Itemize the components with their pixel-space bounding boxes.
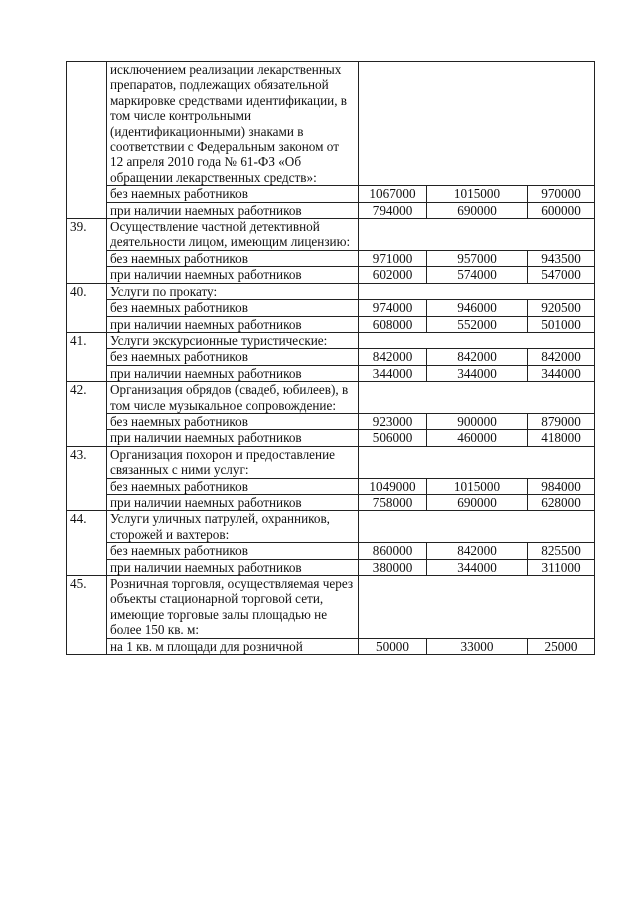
tariff-label: без наемных работников <box>107 250 359 266</box>
tariff-row <box>67 300 595 316</box>
tariff-row <box>67 638 595 654</box>
activity-description: Услуги уличных патрулей, охранников, сторожей и вахтеров: <box>107 511 359 543</box>
tariff-row <box>67 202 595 218</box>
tariff-row <box>67 543 595 559</box>
tariff-label: на 1 кв. м площади для розничной <box>107 638 359 654</box>
tariff-value-1: 860000 <box>359 543 427 559</box>
row-number <box>67 62 107 219</box>
tariff-value-1: 344000 <box>359 365 427 381</box>
activity-description: исключением реализации лекарственных препаратов, подлежащих обязательной маркировке средствами идентификации, в том числе контрольными (идентификационными) знаками в соответствии с Федеральным законом от 12 апреля 2010 года № 61-ФЗ «Об обращении лекарственных средств»: <box>107 62 359 186</box>
tariff-value-3: 920500 <box>528 300 595 316</box>
empty-value-cell <box>359 446 595 478</box>
tariff-value-1: 923000 <box>359 413 427 429</box>
tariff-value-3: 879000 <box>528 413 595 429</box>
tariff-label: без наемных работников <box>107 349 359 365</box>
tariff-label: при наличии наемных работников <box>107 267 359 283</box>
activity-description: Осуществление частной детективной деятельности лицом, имеющим лицензию: <box>107 219 359 251</box>
tariff-row <box>67 349 595 365</box>
row-number: 41. <box>67 332 107 381</box>
activity-header-row <box>67 511 595 543</box>
activity-header-row <box>67 219 595 251</box>
tariff-label: без наемных работников <box>107 186 359 202</box>
tariff-row <box>67 559 595 575</box>
tariff-value-3: 501000 <box>528 316 595 332</box>
activity-description: Организация похорон и предоставление связанных с ними услуг: <box>107 446 359 478</box>
row-number: 44. <box>67 511 107 576</box>
tariff-row <box>67 267 595 283</box>
activity-description: Розничная торговля, осуществляемая через объекты стационарной торговой сети, имеющие торговые залы площадью не более 150 кв. м: <box>107 576 359 639</box>
activity-header-row <box>67 283 595 299</box>
tariff-value-2: 574000 <box>427 267 528 283</box>
tariff-value-2: 1015000 <box>427 478 528 494</box>
tariff-label: при наличии наемных работников <box>107 559 359 575</box>
tariff-value-3: 825500 <box>528 543 595 559</box>
tariff-value-1: 602000 <box>359 267 427 283</box>
tariff-value-2: 690000 <box>427 494 528 510</box>
activity-header-row <box>67 62 595 186</box>
tariff-row <box>67 478 595 494</box>
tariff-row <box>67 250 595 266</box>
tariff-value-1: 608000 <box>359 316 427 332</box>
activity-header-row <box>67 382 595 414</box>
tariff-row <box>67 494 595 510</box>
tariff-label: при наличии наемных работников <box>107 365 359 381</box>
tariff-value-3: 311000 <box>528 559 595 575</box>
tariff-value-2: 690000 <box>427 202 528 218</box>
empty-value-cell <box>359 332 595 348</box>
empty-value-cell <box>359 576 595 639</box>
tariff-value-1: 794000 <box>359 202 427 218</box>
tariff-label: при наличии наемных работников <box>107 316 359 332</box>
tariff-value-3: 984000 <box>528 478 595 494</box>
activity-description: Организация обрядов (свадеб, юбилеев), в том числе музыкальное сопровождение: <box>107 382 359 414</box>
empty-value-cell <box>359 62 595 186</box>
tariff-value-3: 25000 <box>528 638 595 654</box>
tariff-value-1: 380000 <box>359 559 427 575</box>
tariff-label: без наемных работников <box>107 300 359 316</box>
empty-value-cell <box>359 382 595 414</box>
tariff-value-1: 50000 <box>359 638 427 654</box>
activity-description: Услуги по прокату: <box>107 283 359 299</box>
tariff-label: при наличии наемных работников <box>107 494 359 510</box>
tariff-value-3: 547000 <box>528 267 595 283</box>
row-number: 43. <box>67 446 107 511</box>
row-number: 40. <box>67 283 107 332</box>
table-body <box>67 62 595 655</box>
activity-header-row <box>67 446 595 478</box>
tariff-row <box>67 430 595 446</box>
tariff-value-3: 418000 <box>528 430 595 446</box>
activity-header-row <box>67 332 595 348</box>
tariff-label: при наличии наемных работников <box>107 202 359 218</box>
activity-description: Услуги экскурсионные туристические: <box>107 332 359 348</box>
row-number: 39. <box>67 219 107 284</box>
tariff-value-3: 943500 <box>528 250 595 266</box>
tariff-label: при наличии наемных работников <box>107 430 359 446</box>
activity-header-row <box>67 576 595 639</box>
tariff-label: без наемных работников <box>107 543 359 559</box>
tariff-value-1: 1067000 <box>359 186 427 202</box>
tariff-value-3: 344000 <box>528 365 595 381</box>
tariff-value-1: 842000 <box>359 349 427 365</box>
tariff-value-1: 506000 <box>359 430 427 446</box>
tariff-value-1: 758000 <box>359 494 427 510</box>
tariff-label: без наемных работников <box>107 413 359 429</box>
tariff-value-1: 1049000 <box>359 478 427 494</box>
tariff-value-2: 552000 <box>427 316 528 332</box>
tariff-row <box>67 365 595 381</box>
tariff-row <box>67 413 595 429</box>
tariff-row <box>67 186 595 202</box>
tariff-value-3: 628000 <box>528 494 595 510</box>
tariff-label: без наемных работников <box>107 478 359 494</box>
tariff-table <box>66 61 595 655</box>
tariff-value-3: 970000 <box>528 186 595 202</box>
tariff-value-3: 600000 <box>528 202 595 218</box>
tariff-value-2: 344000 <box>427 365 528 381</box>
row-number: 45. <box>67 576 107 655</box>
tariff-value-2: 946000 <box>427 300 528 316</box>
tariff-value-2: 957000 <box>427 250 528 266</box>
tariff-value-2: 1015000 <box>427 186 528 202</box>
empty-value-cell <box>359 283 595 299</box>
tariff-value-2: 344000 <box>427 559 528 575</box>
tariff-row <box>67 316 595 332</box>
tariff-value-2: 842000 <box>427 349 528 365</box>
tariff-value-2: 842000 <box>427 543 528 559</box>
empty-value-cell <box>359 511 595 543</box>
empty-value-cell <box>359 219 595 251</box>
tariff-value-2: 460000 <box>427 430 528 446</box>
tariff-value-1: 974000 <box>359 300 427 316</box>
tariff-value-3: 842000 <box>528 349 595 365</box>
row-number: 42. <box>67 382 107 447</box>
tariff-value-2: 900000 <box>427 413 528 429</box>
tariff-value-1: 971000 <box>359 250 427 266</box>
tariff-value-2: 33000 <box>427 638 528 654</box>
